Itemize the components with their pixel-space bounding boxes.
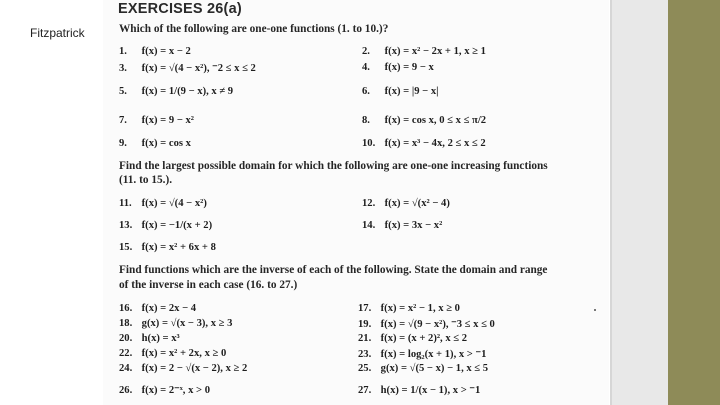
exercise-item: 20. h(x) = x³ [119,333,180,344]
exercise-item: 4. f(x) = 9 − x [362,62,434,73]
exercise-item: 22. f(x) = x² + 2x, x ≥ 0 [119,348,227,359]
author-label: Fitzpatrick [30,26,85,40]
exercise-item: 24. f(x) = 2 − √(x − 2), x ≥ 2 [119,363,248,374]
exercise-item: 27. h(x) = 1/(x − 1), x > ⁻1 [358,385,481,396]
grey-side-bar [610,0,668,405]
exercise-item: 5. f(x) = 1/(9 − x), x ≠ 9 [119,86,234,97]
exercise-heading: EXERCISES 26(a) [118,1,242,17]
scan-speck [594,309,596,311]
exercise-item: 23. f(x) = log₂(x + 1), x > ⁻1 [358,349,487,360]
exercise-item: 25. g(x) = √(5 − x) − 1, x ≤ 5 [358,363,489,374]
exercise-item: 17. f(x) = x² − 1, x ≥ 0 [358,303,460,314]
exercise-item: 26. f(x) = 2⁻ˣ, x > 0 [119,385,211,396]
instruction-one-one: Which of the following are one-one functions (1. to 10.)? [119,23,389,35]
instruction-inverse-range: of the inverse in each case (16. to 27.) [119,279,298,291]
instruction-domain-range: (11. to 15.). [119,174,173,186]
exercise-item: 10. f(x) = x³ − 4x, 2 ≤ x ≤ 2 [362,138,486,149]
exercise-item: 1. f(x) = x − 2 [119,46,191,57]
exercise-item: 6. f(x) = |9 − x| [362,86,439,97]
exercise-item: 13. f(x) = −1/(x + 2) [119,220,213,231]
side-bar-divider [610,0,612,405]
exercise-item: 19. f(x) = √(9 − x²), ⁻3 ≤ x ≤ 0 [358,319,495,330]
exercise-item: 7. f(x) = 9 − x² [119,115,194,126]
olive-side-bar [668,0,720,405]
exercise-item: 2. f(x) = x² − 2x + 1, x ≥ 1 [362,46,486,57]
exercise-item: 9. f(x) = cos x [119,138,191,149]
exercise-item: 21. f(x) = (x + 2)², x ≤ 2 [358,333,468,344]
instruction-domain: Find the largest possible domain for which the following are one-one increasing functions [119,160,548,172]
exercise-item: 8. f(x) = cos x, 0 ≤ x ≤ π/2 [362,115,487,126]
exercise-item: 11. f(x) = √(4 − x²) [119,198,207,209]
exercise-item: 15. f(x) = x² + 6x + 8 [119,242,216,253]
exercise-item: 18. g(x) = √(x − 3), x ≥ 3 [119,318,233,329]
exercise-item: 3. f(x) = √(4 − x²), ⁻2 ≤ x ≤ 2 [119,63,256,74]
exercise-item: 16. f(x) = 2x − 4 [119,303,197,314]
exercise-item: 14. f(x) = 3x − x² [362,220,443,231]
instruction-inverse: Find functions which are the inverse of each of the following. State the domain and range [119,264,548,276]
exercise-item: 12. f(x) = √(x² − 4) [362,198,450,209]
